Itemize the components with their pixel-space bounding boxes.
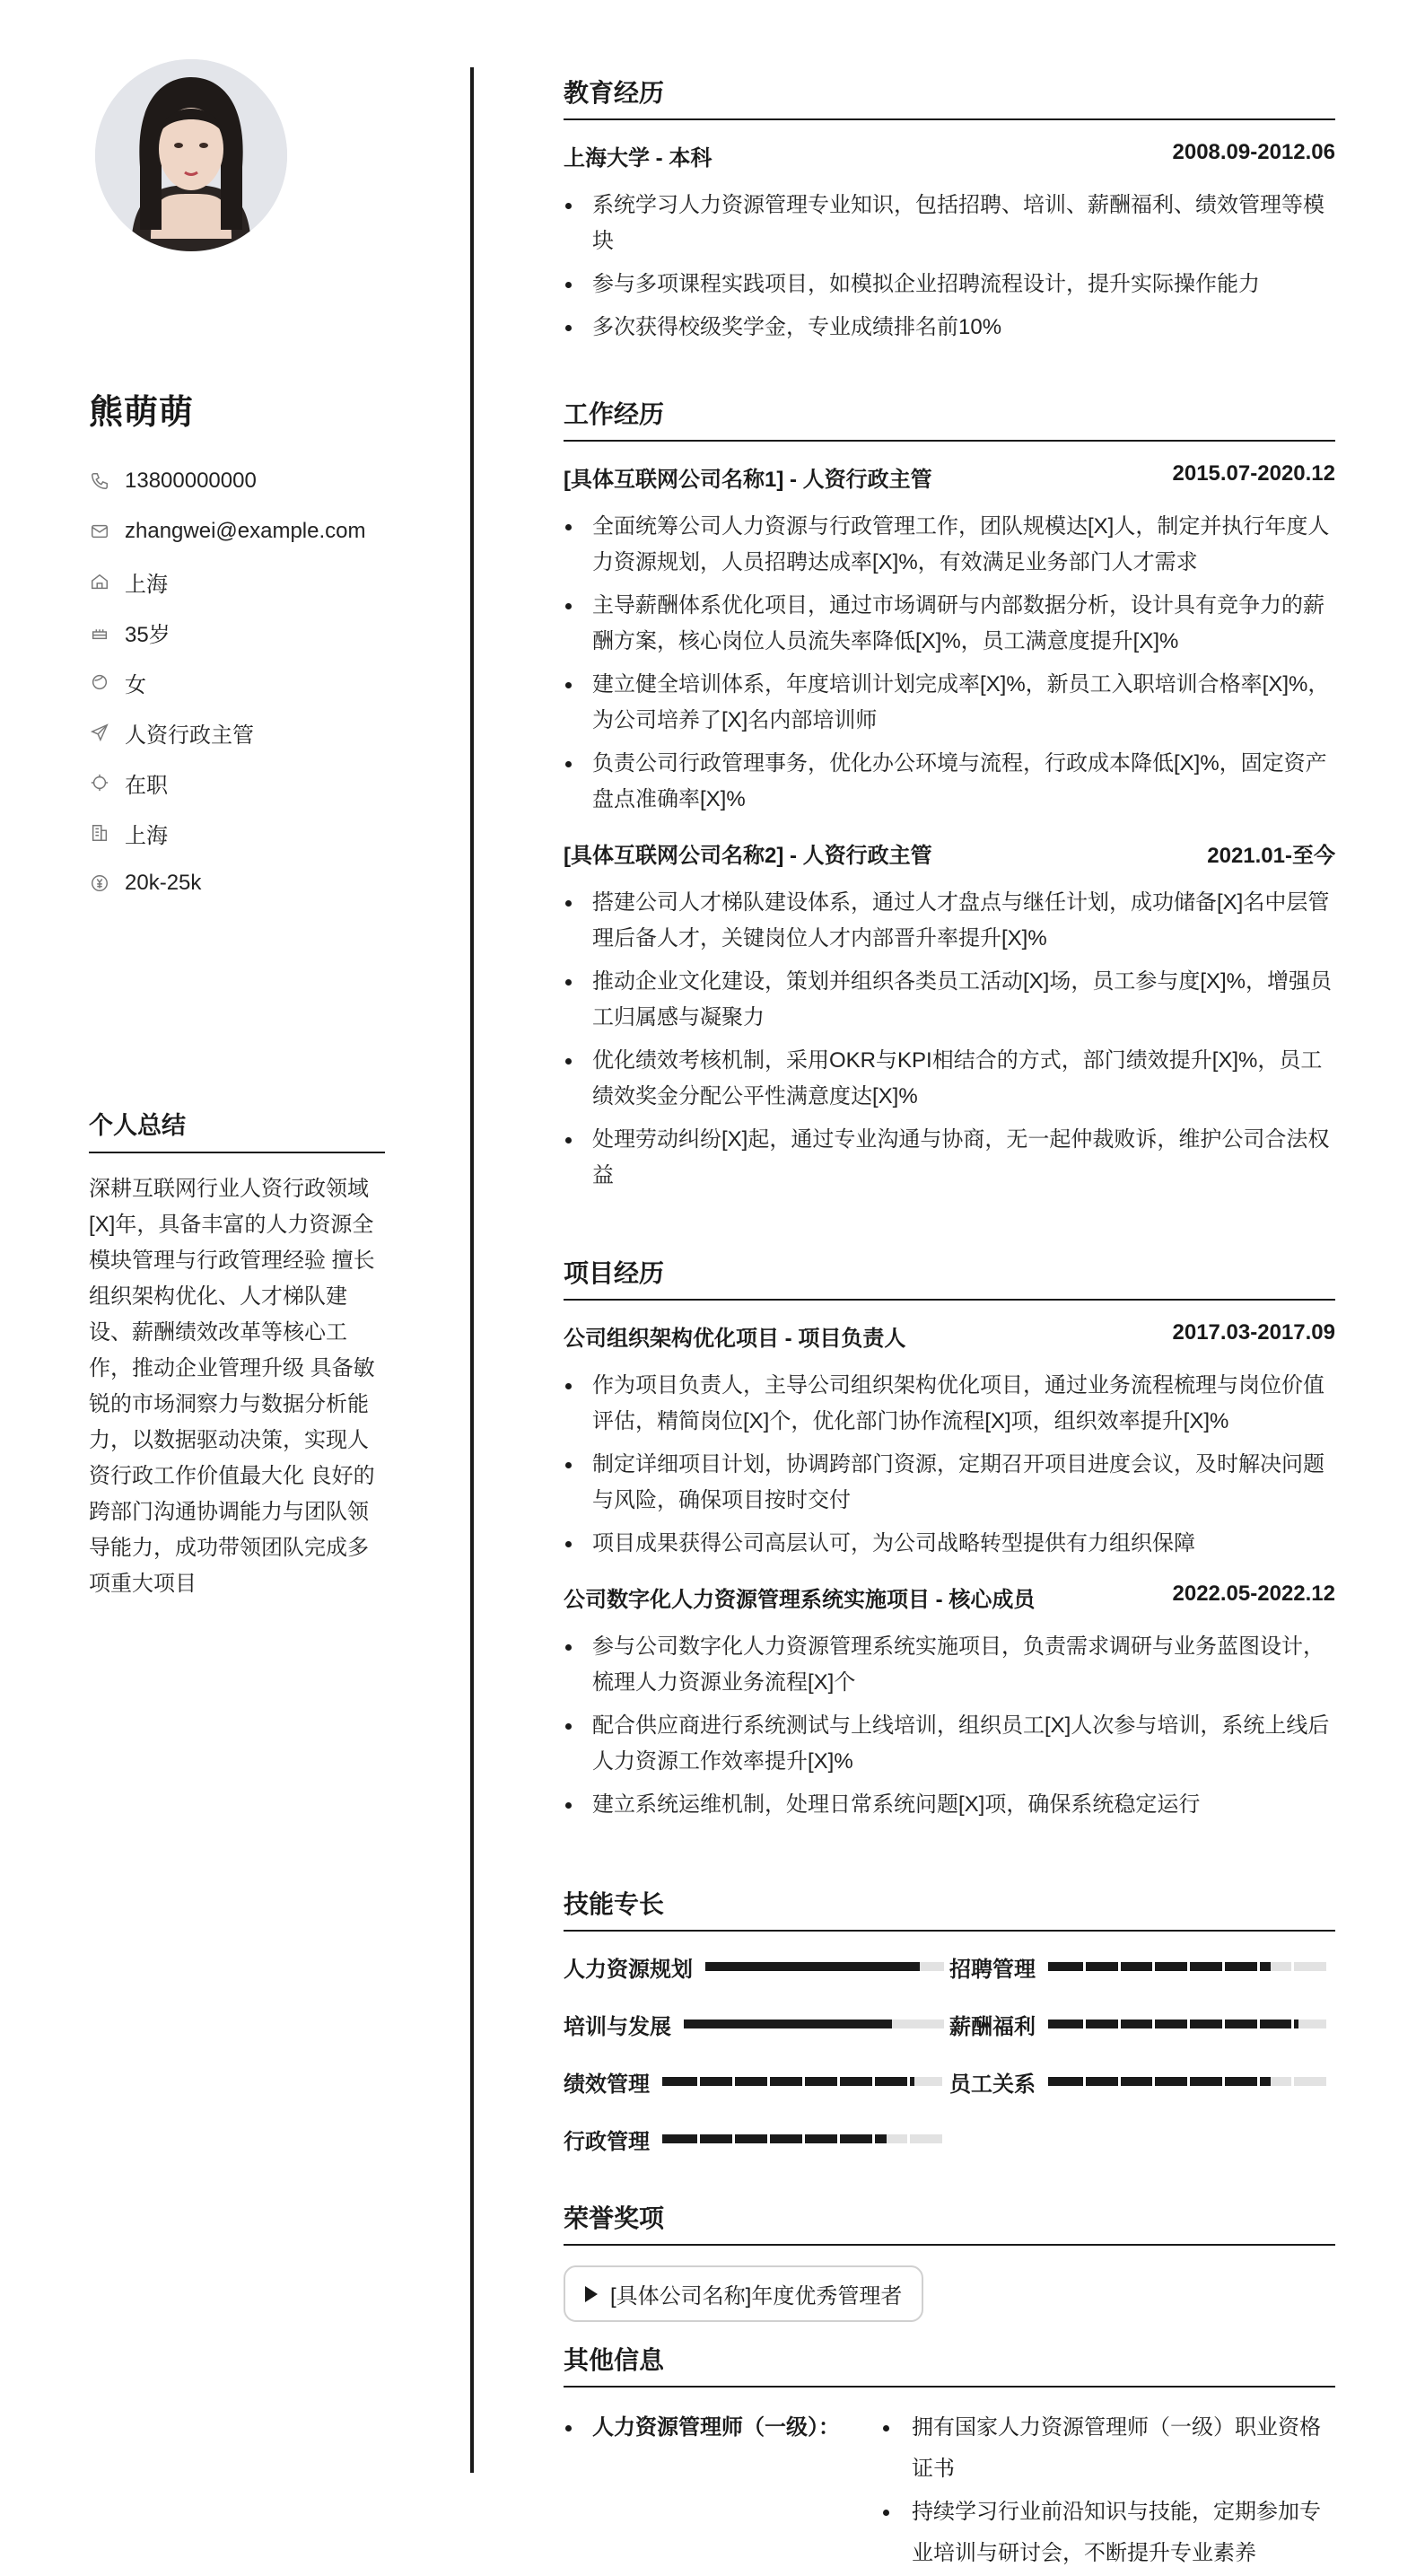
summary-heading: 个人总结 (89, 1106, 385, 1153)
skill-bar-separator (1118, 2077, 1121, 2086)
mail-icon (89, 521, 110, 542)
skill-bar-separator (732, 2077, 735, 2086)
summary-text: 深耕互联网行业人资行政领域[X]年，具备丰富的人力资源全模块管理与行政管理经验 擅长组织架构优化、人才梯队建设、薪酬绩效改革等核心工作，推动企业管理升级 具备敏锐的市场洞察力与数据分析能力，以数据驱动决策，实现人资行政工作价值最大化 良好的跨部门沟通协调能力与团队领导能力，成功带领团队完成多项重大项目 (89, 1177, 375, 1596)
section-title: 教育经历 (564, 74, 1335, 120)
skill-bar (684, 2020, 944, 2028)
contact-text: 上海 (125, 572, 168, 597)
skill-name: 薪酬福利 (949, 2014, 1036, 2039)
skill-bar-separator (872, 2077, 875, 2086)
skill-bar-fill (1048, 1962, 1271, 1971)
skills-grid (564, 1951, 1335, 2154)
contact-position (89, 707, 366, 758)
skill-item (949, 2066, 1335, 2097)
entry-date: 2017.03-2017.09 (1172, 1320, 1335, 1345)
bullet-item: 全面统筹公司人力资源与行政管理工作，团队规模达[X]人，制定并执行年度人力资源规划，人员招聘达成率[X]%，有效满足业务部门人才需求 (564, 509, 1335, 581)
bullet-item: 主导薪酬体系优化项目，通过市场调研与内部数据分析，设计具有竞争力的薪酬方案，核心岗位人员流失率降低[X]%，员工满意度提升[X]% (564, 588, 1335, 660)
entry-header (564, 140, 1335, 171)
skill-bar (662, 2077, 942, 2086)
avatar (95, 59, 287, 251)
contact-phone (89, 456, 366, 506)
entry-title: 上海大学 - 本科 (564, 146, 712, 171)
skill-bar (1048, 2020, 1326, 2028)
contact-text: 13800000000 (125, 469, 257, 493)
bullet-item: 推动企业文化建设，策划并组织各类员工活动[X]场，员工参与度[X]%，增强员工归属感与凝聚力 (564, 964, 1335, 1036)
skill-bar-fill (662, 2077, 914, 2086)
salary-icon (89, 872, 110, 894)
bullet-item: 优化绩效考核机制，采用OKR与KPI相结合的方式，部门绩效提升[X]%，员工绩效奖金分配公平性满意度达[X]% (564, 1043, 1335, 1115)
skill-bar-separator (1187, 2077, 1190, 2086)
contact-list (89, 456, 366, 908)
skill-bar-separator (1152, 2020, 1155, 2028)
entry-date: 2021.01-至今 (1207, 844, 1335, 868)
skill-bar-separator (1187, 1962, 1190, 1971)
contact-text: 女 (125, 672, 146, 697)
skill-bar-separator (1222, 2020, 1225, 2028)
skill-bar-separator (1187, 2020, 1190, 2028)
awards-section (564, 2199, 1335, 2322)
entry-header (564, 461, 1335, 493)
skill-bar-separator (1291, 2020, 1294, 2028)
award-item[interactable] (564, 2265, 923, 2322)
skill-bar (1048, 2077, 1326, 2086)
skill-bar-separator (837, 2134, 840, 2143)
bullet-item: 建立系统运维机制，处理日常系统问题[X]项，确保系统稳定运行 (564, 1787, 1335, 1823)
contact-text: 上海 (125, 823, 168, 848)
bullet-item: 多次获得校级奖学金，专业成绩排名前10% (564, 310, 1335, 346)
bullet-list (564, 1368, 1335, 1562)
entry-title: [具体互联网公司名称2] - 人资行政主管 (564, 844, 932, 868)
triangle-icon (585, 2286, 598, 2302)
skill-bar-separator (1257, 2020, 1260, 2028)
other-label: 人力资源管理师（一级）： (564, 2407, 881, 2576)
skill-bar-fill (684, 2020, 892, 2028)
skill-bar-separator (802, 2077, 805, 2086)
skill-name: 招聘管理 (949, 1957, 1036, 1982)
skill-bar-separator (1257, 2077, 1260, 2086)
section-title: 工作经历 (564, 395, 1335, 442)
skill-bar-fill (1048, 2077, 1271, 2086)
entry-title: 公司数字化人力资源管理系统实施项目 - 核心成员 (564, 1588, 1036, 1612)
skill-bar-fill (705, 1962, 920, 1971)
skill-name: 绩效管理 (564, 2072, 650, 2097)
skill-bar-separator (1291, 1962, 1294, 1971)
skill-bar-fill (662, 2134, 887, 2143)
home-icon (89, 571, 110, 592)
skill-bar-separator (1083, 2077, 1086, 2086)
skill-bar-separator (837, 2077, 840, 2086)
bullet-item: 搭建公司人才梯队建设体系，通过人才盘点与继任计划，成功储备[X]名中层管理后备人才，关键岗位人才内部晋升率提升[X]% (564, 885, 1335, 957)
bullet-list (564, 188, 1335, 346)
skill-item (564, 2124, 949, 2154)
skill-bar-separator (767, 2134, 770, 2143)
contact-text: 20k-25k (125, 871, 202, 895)
contact-age (89, 607, 366, 657)
contact-work-city (89, 808, 366, 858)
bullet-item: 处理劳动纠纷[X]起，通过专业沟通与协商，无一起仲裁败诉，维护公司合法权益 (564, 1122, 1335, 1194)
bullet-item: 参与多项课程实践项目，如模拟企业招聘流程设计，提升实际操作能力 (564, 267, 1335, 302)
other-item: 拥有国家人力资源管理师（一级）职业资格证书 (881, 2407, 1335, 2490)
entry-date: 2008.09-2012.06 (1172, 140, 1335, 164)
bullet-item: 参与公司数字化人力资源管理系统实施项目，负责需求调研与业务蓝图设计，梳理人力资源业务流程[X]个 (564, 1629, 1335, 1701)
skill-bar-separator (1152, 1962, 1155, 1971)
work-section (564, 395, 1335, 1201)
skill-bar-separator (1083, 2020, 1086, 2028)
contact-text: 在职 (125, 773, 168, 798)
skill-name: 员工关系 (949, 2072, 1036, 2097)
bullet-item: 系统学习人力资源管理专业知识，包括招聘、培训、薪酬福利、绩效管理等模块 (564, 188, 1335, 259)
section-title: 其他信息 (564, 2341, 1335, 2388)
skill-bar-separator (802, 2134, 805, 2143)
projects-section (564, 1254, 1335, 1830)
entry-header (564, 1320, 1335, 1352)
skill-item (564, 1951, 949, 1982)
skill-bar (705, 1962, 944, 1971)
contact-salary (89, 858, 366, 908)
send-icon (89, 722, 110, 743)
skill-bar-separator (1222, 1962, 1225, 1971)
skill-item (949, 2009, 1335, 2039)
contact-city (89, 556, 366, 607)
section-title: 技能专长 (564, 1885, 1335, 1932)
entry-title: [具体互联网公司名称1] - 人资行政主管 (564, 468, 932, 492)
skill-name: 人力资源规划 (564, 1957, 693, 1982)
contact-text: zhangwei@example.com (125, 519, 366, 543)
skill-bar-separator (907, 2134, 910, 2143)
skill-bar-separator (1118, 2020, 1121, 2028)
skill-bar-separator (1291, 2077, 1294, 2086)
skill-bar-separator (907, 2077, 910, 2086)
contact-gender (89, 657, 366, 707)
bullet-item: 作为项目负责人，主导公司组织架构优化项目，通过业务流程梳理与岗位价值评估，精简岗位[X]个，优化部门协作流程[X]项，组织效率提升[X]% (564, 1368, 1335, 1440)
gender-icon (89, 671, 110, 693)
skill-bar-separator (697, 2077, 700, 2086)
contact-text: 35岁 (125, 622, 170, 647)
bullet-list (564, 1629, 1335, 1823)
other-list (881, 2407, 1335, 2576)
other-row (564, 2407, 1335, 2576)
skill-name: 行政管理 (564, 2129, 650, 2154)
skill-bar-separator (1152, 2077, 1155, 2086)
bullet-item: 负责公司行政管理事务，优化办公环境与流程，行政成本降低[X]%，固定资产盘点准确率[X]% (564, 746, 1335, 818)
cake-icon (89, 621, 110, 643)
skill-bar-separator (1118, 1962, 1121, 1971)
candidate-name: 熊萌萌 (89, 394, 195, 432)
contact-text: 人资行政主管 (125, 723, 254, 748)
education-section (564, 74, 1335, 353)
skill-item (564, 2066, 949, 2097)
status-icon (89, 772, 110, 793)
phone-icon (89, 470, 110, 492)
skill-bar (1048, 1962, 1326, 1971)
other-item: 持续学习行业前沿知识与技能，定期参加专业培训与研讨会，不断提升专业素养 (881, 2492, 1335, 2574)
skill-item (949, 1951, 1335, 1982)
entry-header (564, 837, 1335, 869)
skill-item (564, 2009, 949, 2039)
entry-date: 2015.07-2020.12 (1172, 461, 1335, 486)
skill-bar (662, 2134, 942, 2143)
skills-section (564, 1885, 1335, 2154)
skill-bar-separator (872, 2134, 875, 2143)
bullet-item: 项目成果获得公司高层认可，为公司战略转型提供有力组织保障 (564, 1526, 1335, 1562)
skill-bar-separator (1257, 1962, 1260, 1971)
entry-header (564, 1582, 1335, 1613)
contact-email (89, 506, 366, 556)
bullet-item: 配合供应商进行系统测试与上线培训，组织员工[X]人次参与培训，系统上线后人力资源工作效率提升[X]% (564, 1708, 1335, 1780)
entry-date: 2022.05-2022.12 (1172, 1582, 1335, 1606)
skill-bar-separator (732, 2134, 735, 2143)
skill-name: 培训与发展 (564, 2014, 671, 2039)
skill-bar-separator (1083, 1962, 1086, 1971)
bullet-list (564, 885, 1335, 1194)
skill-bar-separator (1222, 2077, 1225, 2086)
skill-bar-separator (697, 2134, 700, 2143)
section-title: 荣誉奖项 (564, 2199, 1335, 2246)
section-title: 项目经历 (564, 1254, 1335, 1301)
bullet-item: 建立健全培训体系，年度培训计划完成率[X]%，新员工入职培训合格率[X]%，为公司培养了[X]名内部培训师 (564, 667, 1335, 739)
building-icon (89, 822, 110, 844)
bullet-item: 制定详细项目计划，协调跨部门资源，定期召开项目进度会议，及时解决问题与风险，确保项目按时交付 (564, 1447, 1335, 1519)
skill-bar-separator (767, 2077, 770, 2086)
bullet-list (564, 509, 1335, 818)
entry-title: 公司组织架构优化项目 - 项目负责人 (564, 1327, 906, 1351)
vertical-divider (470, 67, 474, 2473)
sidebar (0, 0, 471, 2538)
other-section (564, 2341, 1335, 2576)
contact-status (89, 758, 366, 808)
award-text: [具体公司名称]年度优秀管理者 (610, 2284, 903, 2309)
